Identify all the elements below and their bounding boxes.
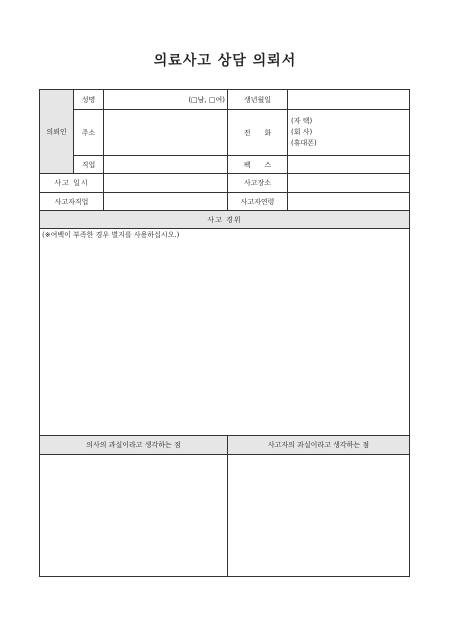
fax-label: 팩 스 — [228, 156, 288, 174]
fax-field[interactable] — [288, 156, 410, 174]
address-label: 주소 — [74, 110, 104, 156]
birth-label: 생년월일 — [228, 90, 288, 110]
history-header: 사고 경위 — [40, 211, 410, 229]
patient-fault-label: 사고자의 과실이라고 생각하는 점 — [228, 436, 410, 455]
job-label: 직업 — [74, 156, 104, 174]
doctor-fault-label: 의사의 과실이라고 생각하는 점 — [40, 436, 228, 455]
patient-fault-field[interactable] — [228, 455, 410, 577]
requester-label: 의뢰인 — [40, 90, 74, 174]
phone-label: 전 화 — [228, 110, 288, 156]
history-note: (※여백이 부족한 경우 별지를 사용하십시오.) — [42, 231, 180, 239]
consultation-form — [39, 89, 409, 577]
doctor-age-field[interactable] — [288, 193, 410, 211]
fault-table — [39, 435, 410, 577]
name-label: 성명 — [74, 90, 104, 110]
place-label: 사고장소 — [228, 174, 288, 193]
history-field[interactable] — [40, 229, 410, 436]
name-field[interactable] — [104, 90, 228, 110]
info-table — [39, 89, 410, 436]
gender-hint: (□남, □여) — [188, 95, 225, 104]
phone-option-office: (회 사) — [291, 128, 313, 136]
birth-field[interactable] — [288, 90, 410, 110]
phone-option-mobile: (휴대폰) — [291, 139, 317, 147]
page-title: 의료사고 상담 의뢰서 — [153, 53, 297, 69]
phone-option-home: (자 택) — [291, 117, 313, 125]
place-field[interactable] — [288, 174, 410, 193]
address-field[interactable] — [104, 110, 228, 156]
doctor-fault-field[interactable] — [40, 455, 228, 577]
datetime-label: 사고 일시 — [40, 174, 104, 193]
doctor-age-label: 사고자연령 — [228, 193, 288, 211]
phone-field[interactable] — [288, 110, 410, 156]
job-field[interactable] — [104, 156, 228, 174]
doctor-job-label: 사고자직업 — [40, 193, 104, 211]
datetime-field[interactable] — [104, 174, 228, 193]
doctor-job-field[interactable] — [104, 193, 228, 211]
